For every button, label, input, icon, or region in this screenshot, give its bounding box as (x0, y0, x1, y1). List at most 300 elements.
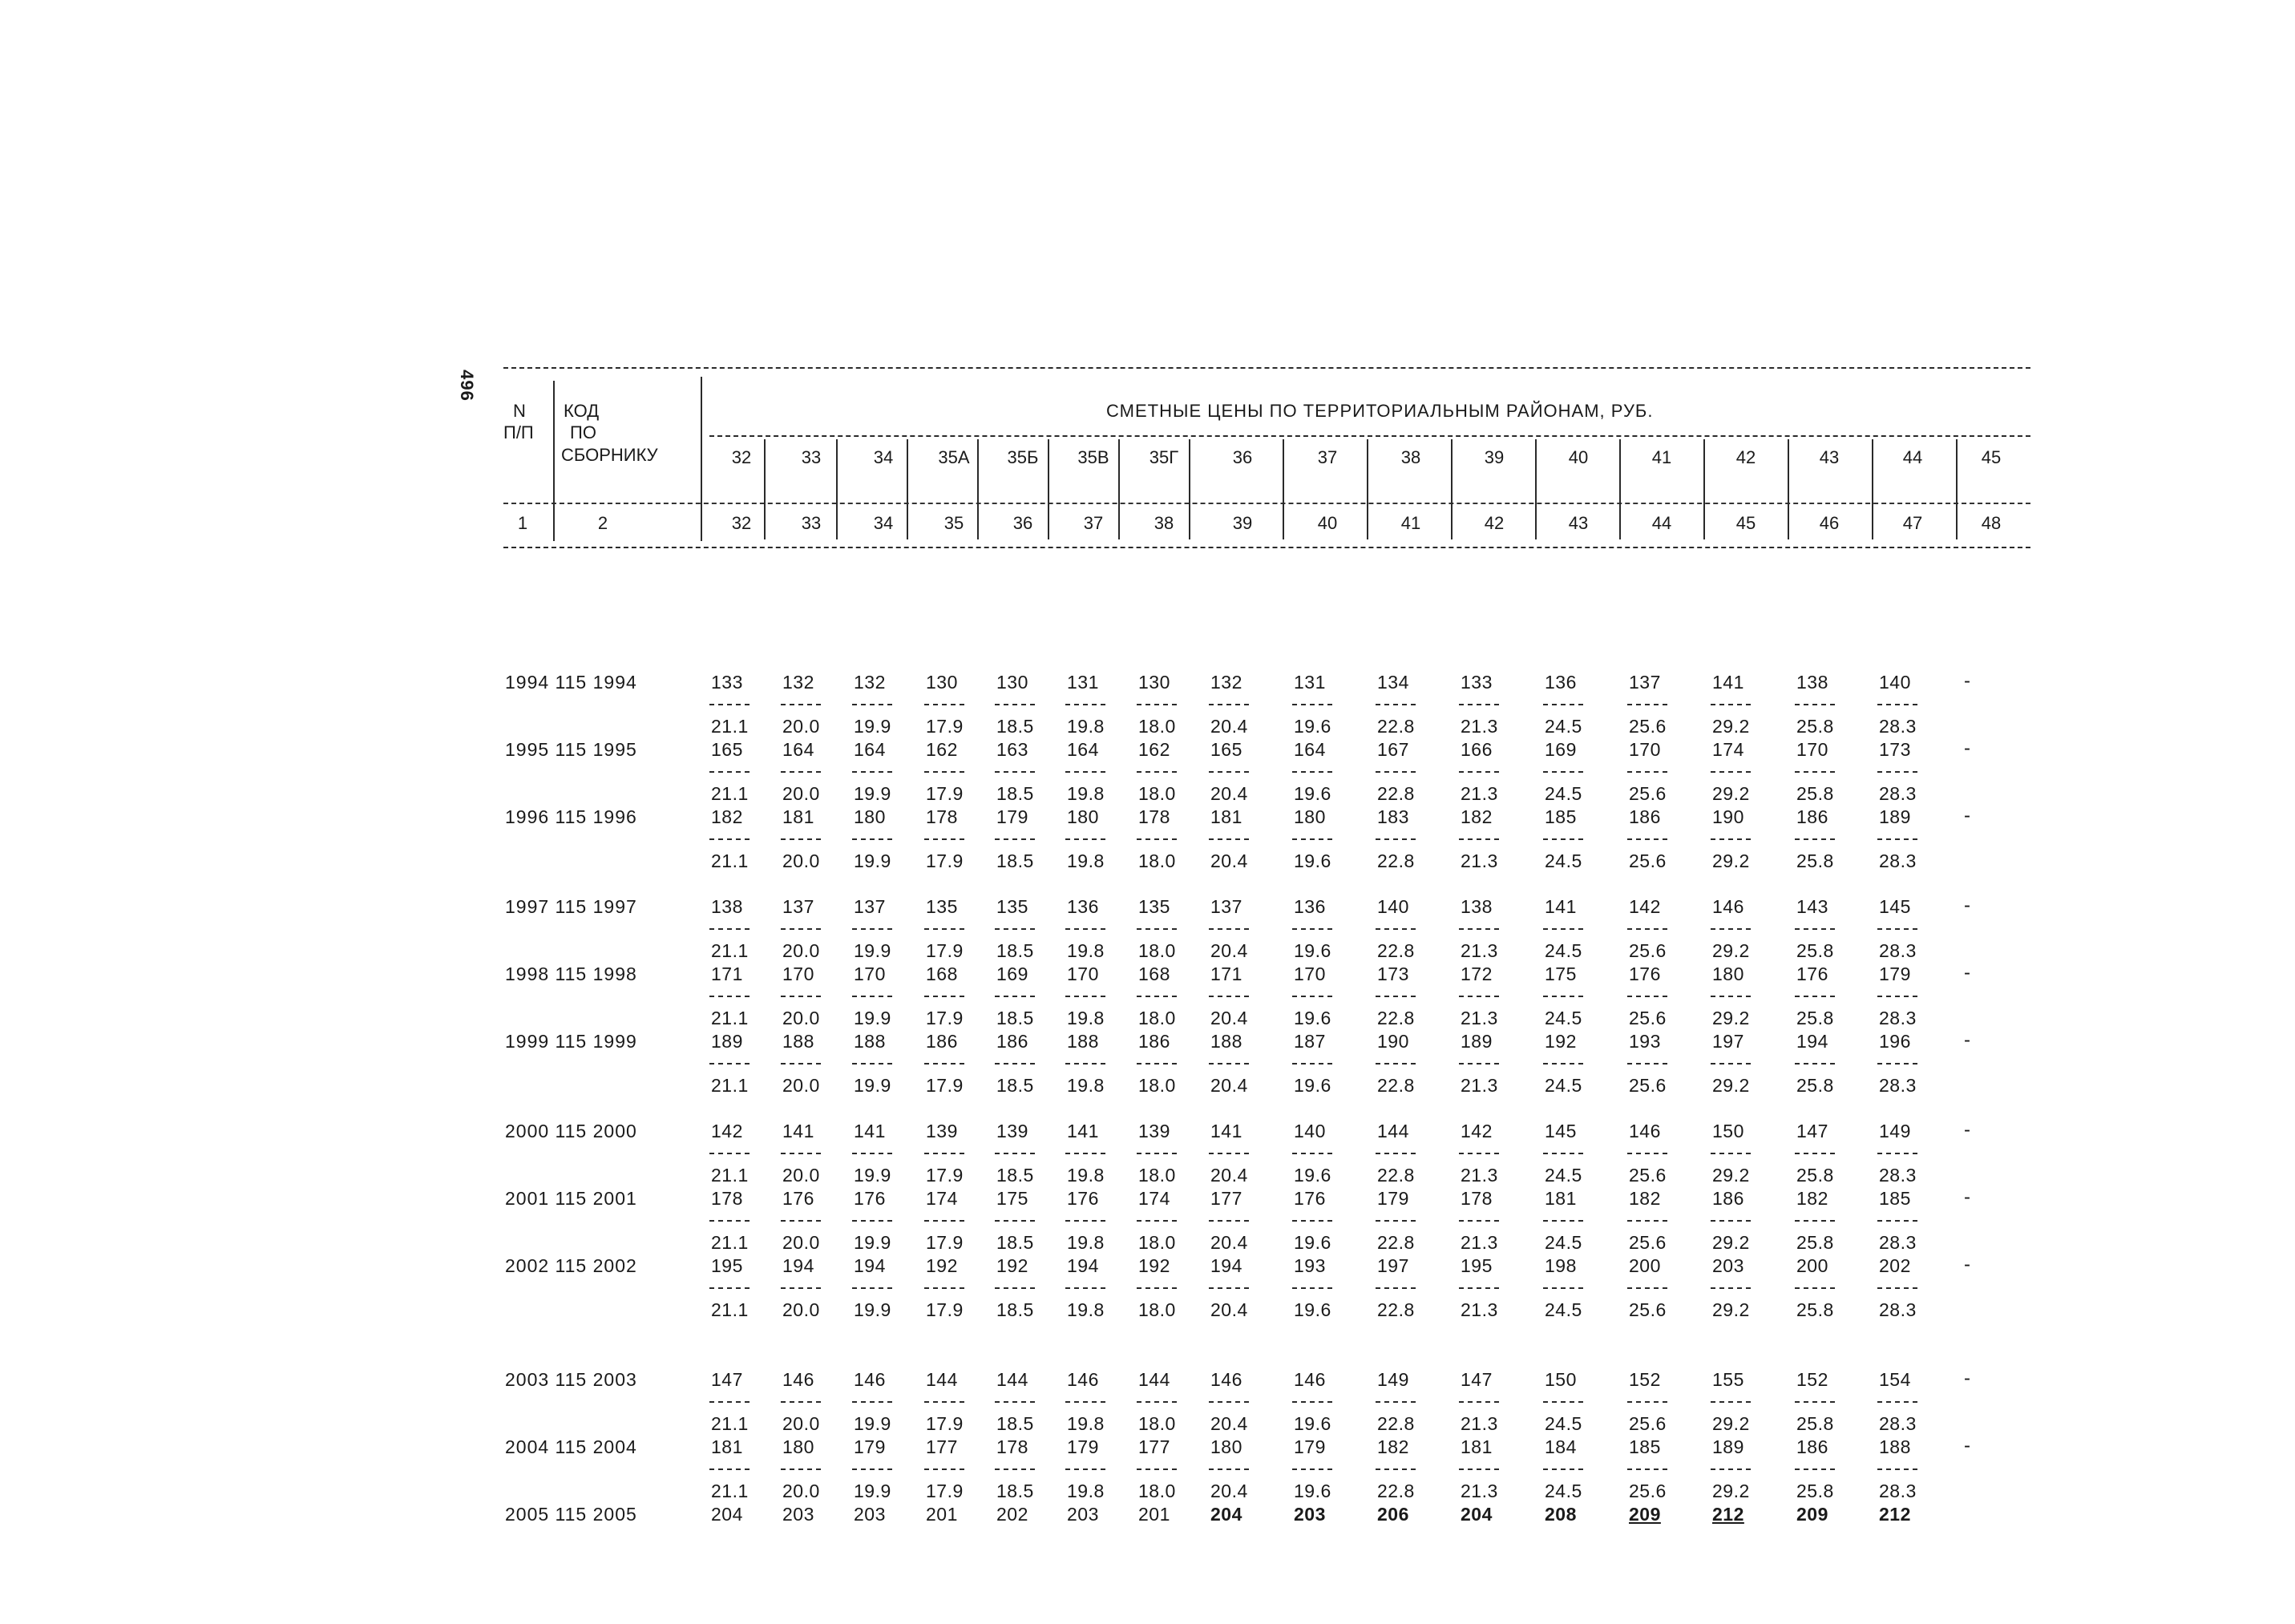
price-cell: 136 (1067, 896, 1099, 917)
fraction-dash (1627, 928, 1667, 930)
coefficient-cell: 19.6 (1294, 1413, 1331, 1434)
price-cell: 188 (782, 1031, 814, 1052)
price-cell: 176 (782, 1188, 814, 1209)
coefficient-cell: 17.9 (926, 1165, 964, 1186)
price-cell: 201 (926, 1504, 958, 1525)
coefficient-cell: 17.9 (926, 783, 964, 804)
coefficient-cell: 21.3 (1461, 716, 1498, 737)
coefficient-cell: 17.9 (926, 850, 964, 871)
coefficient-cell: 18.0 (1138, 1165, 1176, 1186)
fraction-dash (1543, 1063, 1583, 1064)
header-np-line2: П/П (503, 422, 534, 442)
fraction-dash (852, 996, 892, 997)
header-divider (1703, 439, 1705, 539)
price-cell: 209 (1796, 1504, 1828, 1525)
coefficient-cell: 25.8 (1796, 1165, 1834, 1186)
price-cell: 180 (1712, 963, 1744, 984)
fraction-dash (1877, 1063, 1917, 1064)
coefficient-cell: 21.1 (711, 1008, 749, 1028)
fraction-dash (1711, 771, 1751, 773)
price-cell: 131 (1067, 672, 1099, 693)
fraction-dash (852, 1220, 892, 1222)
header-code-line2: ПО (570, 422, 596, 442)
fraction-dash (1209, 996, 1249, 997)
price-cell: 165 (1210, 739, 1242, 760)
coefficient-cell: 19.9 (854, 716, 891, 737)
price-cell: 139 (996, 1121, 1028, 1141)
fraction-dash (1292, 1401, 1332, 1403)
coefficient-cell: 19.9 (854, 1075, 891, 1096)
fraction-dash (1376, 1220, 1416, 1222)
price-cell: 189 (1879, 806, 1911, 827)
fraction-dash (1877, 1220, 1917, 1222)
header-column-number: 48 (1981, 513, 2002, 533)
coefficient-cell: 20.4 (1210, 1481, 1248, 1501)
fraction-dash (1795, 996, 1835, 997)
fraction-dash (995, 1401, 1035, 1403)
coefficient-cell: 18.0 (1138, 716, 1176, 737)
row-code: 1999 115 1999 (505, 1031, 637, 1052)
price-cell: 179 (1067, 1436, 1099, 1457)
fraction-dash (1137, 771, 1177, 773)
price-cell: 195 (711, 1255, 743, 1276)
price-cell: 182 (1796, 1188, 1828, 1209)
header-divider (701, 377, 702, 541)
price-cell: 176 (1629, 963, 1661, 984)
price-cell: 181 (1210, 806, 1242, 827)
price-cell: 165 (711, 739, 743, 760)
price-cell: 194 (782, 1255, 814, 1276)
fraction-dash (1137, 1401, 1177, 1403)
coefficient-cell: 20.0 (782, 1413, 820, 1434)
fraction-dash (924, 1468, 964, 1470)
price-cell: 197 (1712, 1031, 1744, 1052)
fraction-dash (1065, 1287, 1105, 1289)
coefficient-cell: 21.3 (1461, 1413, 1498, 1434)
coefficient-cell: 20.4 (1210, 716, 1248, 737)
fraction-dash (852, 1153, 892, 1154)
price-cell: 179 (996, 806, 1028, 827)
coefficient-cell: 20.0 (782, 1165, 820, 1186)
coefficient-cell: 24.5 (1545, 716, 1582, 737)
fraction-dash (1376, 1287, 1416, 1289)
header-district-code: 41 (1651, 447, 1672, 467)
coefficient-cell: 19.6 (1294, 1008, 1331, 1028)
fraction-dash (1877, 838, 1917, 840)
header-column-number: 44 (1651, 513, 1672, 533)
price-cell: 203 (854, 1504, 886, 1525)
price-cell: 186 (1796, 1436, 1828, 1457)
price-cell: 200 (1629, 1255, 1661, 1276)
fraction-dash (995, 1287, 1035, 1289)
coefficient-cell: 18.0 (1138, 1008, 1176, 1028)
coefficient-cell: 20.4 (1210, 940, 1248, 961)
price-cell: 176 (854, 1188, 886, 1209)
fraction-dash (1459, 1220, 1499, 1222)
price-cell: 174 (1138, 1188, 1170, 1209)
empty-column-dash: - (1964, 1186, 1970, 1208)
fraction-dash (852, 1063, 892, 1064)
coefficient-cell: 20.4 (1210, 850, 1248, 871)
coefficient-cell: 29.2 (1712, 1008, 1750, 1028)
fraction-dash (1292, 928, 1332, 930)
coefficient-cell: 21.1 (711, 1165, 749, 1186)
fraction-dash (1627, 996, 1667, 997)
fraction-dash (1292, 771, 1332, 773)
price-cell: 179 (854, 1436, 886, 1457)
coefficient-cell: 18.0 (1138, 940, 1176, 961)
fraction-dash (1627, 1287, 1667, 1289)
coefficient-cell: 18.0 (1138, 1075, 1176, 1096)
coefficient-cell: 19.8 (1067, 1008, 1105, 1028)
coefficient-cell: 17.9 (926, 1232, 964, 1253)
coefficient-cell: 29.2 (1712, 1075, 1750, 1096)
header-divider (907, 439, 908, 539)
coefficient-cell: 19.9 (854, 940, 891, 961)
coefficient-cell: 21.1 (711, 716, 749, 737)
fraction-dash (1209, 1287, 1249, 1289)
empty-column-dash: - (1964, 805, 1970, 826)
coefficient-cell: 17.9 (926, 1413, 964, 1434)
header-divider (553, 381, 555, 541)
price-cell: 141 (1712, 672, 1744, 693)
coefficient-cell: 18.0 (1138, 783, 1176, 804)
coefficient-cell: 25.8 (1796, 1232, 1834, 1253)
header-district-code: 39 (1484, 447, 1505, 467)
price-cell: 190 (1712, 806, 1744, 827)
coefficient-cell: 29.2 (1712, 716, 1750, 737)
coefficient-cell: 18.5 (996, 850, 1034, 871)
price-cell: 142 (711, 1121, 743, 1141)
price-cell: 186 (1796, 806, 1828, 827)
fraction-dash (1292, 704, 1332, 705)
row-code: 1994 115 1994 (505, 672, 637, 693)
coefficient-cell: 29.2 (1712, 783, 1750, 804)
price-cell: 144 (996, 1369, 1028, 1390)
price-cell: 204 (711, 1504, 743, 1525)
price-cell: 139 (1138, 1121, 1170, 1141)
price-cell: 163 (996, 739, 1028, 760)
fraction-dash (781, 1220, 821, 1222)
fraction-dash (781, 928, 821, 930)
coefficient-cell: 19.6 (1294, 716, 1331, 737)
price-cell: 137 (1210, 896, 1242, 917)
fraction-dash (781, 1468, 821, 1470)
price-cell: 134 (1377, 672, 1409, 693)
price-cell: 169 (996, 963, 1028, 984)
fraction-dash (995, 1220, 1035, 1222)
price-cell: 212 (1712, 1504, 1744, 1525)
fraction-dash (1209, 704, 1249, 705)
price-cell: 176 (1067, 1188, 1099, 1209)
coefficient-cell: 19.6 (1294, 1165, 1331, 1186)
coefficient-cell: 28.3 (1879, 1075, 1917, 1096)
fraction-dash (781, 771, 821, 773)
coefficient-cell: 19.6 (1294, 1299, 1331, 1320)
coefficient-cell: 19.8 (1067, 716, 1105, 737)
price-cell: 178 (996, 1436, 1028, 1457)
coefficient-cell: 25.8 (1796, 1299, 1834, 1320)
price-cell: 209 (1629, 1504, 1661, 1525)
fraction-dash (1376, 771, 1416, 773)
coefficient-cell: 22.8 (1377, 850, 1415, 871)
price-cell: 136 (1545, 672, 1577, 693)
fraction-dash (1877, 1287, 1917, 1289)
row-code: 2001 115 2001 (505, 1188, 637, 1209)
coefficient-cell: 19.9 (854, 1299, 891, 1320)
price-cell: 162 (1138, 739, 1170, 760)
fraction-dash (1543, 1468, 1583, 1470)
fraction-dash (1543, 838, 1583, 840)
coefficient-cell: 28.3 (1879, 940, 1917, 961)
coefficient-cell: 21.3 (1461, 940, 1498, 961)
price-cell: 135 (926, 896, 958, 917)
fraction-dash (781, 1153, 821, 1154)
price-cell: 144 (1377, 1121, 1409, 1141)
price-cell: 192 (1138, 1255, 1170, 1276)
coefficient-cell: 25.6 (1629, 1481, 1667, 1501)
coefficient-cell: 24.5 (1545, 1413, 1582, 1434)
price-cell: 144 (926, 1369, 958, 1390)
fraction-dash (1877, 1401, 1917, 1403)
price-cell: 138 (1461, 896, 1493, 917)
fraction-dash (1711, 1220, 1751, 1222)
coefficient-cell: 21.3 (1461, 1075, 1498, 1096)
fraction-dash (1543, 1220, 1583, 1222)
fraction-dash (1065, 996, 1105, 997)
fraction-dash (1137, 1063, 1177, 1064)
price-cell: 182 (1629, 1188, 1661, 1209)
fraction-dash (709, 838, 750, 840)
fraction-dash (1137, 1153, 1177, 1154)
fraction-dash (1459, 928, 1499, 930)
price-cell: 194 (1067, 1255, 1099, 1276)
fraction-dash (709, 771, 750, 773)
header-district-code: 36 (1232, 447, 1253, 467)
coefficient-cell: 19.9 (854, 1413, 891, 1434)
fraction-dash (1627, 771, 1667, 773)
price-cell: 181 (1545, 1188, 1577, 1209)
fraction-dash (1627, 1153, 1667, 1154)
fraction-dash (1209, 1153, 1249, 1154)
fraction-dash (1137, 928, 1177, 930)
price-cell: 146 (1629, 1121, 1661, 1141)
price-cell: 177 (1138, 1436, 1170, 1457)
coefficient-cell: 25.6 (1629, 1299, 1667, 1320)
header-divider (1048, 439, 1049, 539)
price-cell: 195 (1461, 1255, 1493, 1276)
coefficient-cell: 24.5 (1545, 1165, 1582, 1186)
price-cell: 130 (996, 672, 1028, 693)
header-divider (764, 439, 766, 539)
fraction-dash (709, 1287, 750, 1289)
header-divider (1619, 439, 1621, 539)
fraction-dash (1376, 1063, 1416, 1064)
price-cell: 168 (1138, 963, 1170, 984)
header-column-number: 1 (517, 513, 528, 533)
coefficient-cell: 25.6 (1629, 1008, 1667, 1028)
price-cell: 149 (1377, 1369, 1409, 1390)
price-cell: 135 (1138, 896, 1170, 917)
price-cell: 193 (1629, 1031, 1661, 1052)
fraction-dash (924, 704, 964, 705)
coefficient-cell: 17.9 (926, 940, 964, 961)
fraction-dash (1543, 1153, 1583, 1154)
empty-column-dash: - (1964, 1254, 1970, 1275)
fraction-dash (852, 771, 892, 773)
coefficient-cell: 24.5 (1545, 783, 1582, 804)
price-cell: 178 (1461, 1188, 1493, 1209)
fraction-dash (1137, 996, 1177, 997)
price-cell: 179 (1879, 963, 1911, 984)
coefficient-cell: 19.6 (1294, 1075, 1331, 1096)
price-cell: 175 (1545, 963, 1577, 984)
fraction-dash (1209, 1468, 1249, 1470)
header-column-number: 38 (1154, 513, 1174, 533)
row-code: 1996 115 1996 (505, 806, 637, 827)
header-column-number: 35 (943, 513, 964, 533)
fraction-dash (1209, 1401, 1249, 1403)
price-cell: 193 (1294, 1255, 1326, 1276)
coefficient-cell: 17.9 (926, 716, 964, 737)
coefficient-cell: 21.1 (711, 940, 749, 961)
price-cell: 203 (782, 1504, 814, 1525)
fraction-dash (1711, 704, 1751, 705)
coefficient-cell: 17.9 (926, 1008, 964, 1028)
coefficient-cell: 25.8 (1796, 940, 1834, 961)
fraction-dash (1711, 1401, 1751, 1403)
price-cell: 171 (711, 963, 743, 984)
fraction-dash (1795, 1468, 1835, 1470)
price-cell: 183 (1377, 806, 1409, 827)
price-cell: 186 (1138, 1031, 1170, 1052)
price-cell: 132 (1210, 672, 1242, 693)
fraction-dash (1795, 838, 1835, 840)
coefficient-cell: 25.6 (1629, 1232, 1667, 1253)
coefficient-cell: 29.2 (1712, 1299, 1750, 1320)
price-cell: 143 (1796, 896, 1828, 917)
coefficient-cell: 19.8 (1067, 1481, 1105, 1501)
coefficient-cell: 18.5 (996, 716, 1034, 737)
coefficient-cell: 19.9 (854, 783, 891, 804)
fraction-dash (781, 838, 821, 840)
coefficient-cell: 18.0 (1138, 1232, 1176, 1253)
fraction-dash (995, 996, 1035, 997)
price-cell: 212 (1879, 1504, 1911, 1525)
coefficient-cell: 18.5 (996, 1008, 1034, 1028)
coefficient-cell: 20.0 (782, 1232, 820, 1253)
price-cell: 186 (926, 1031, 958, 1052)
price-cell: 173 (1879, 739, 1911, 760)
price-cell: 170 (854, 963, 886, 984)
fraction-dash (1877, 1153, 1917, 1154)
price-cell: 164 (1294, 739, 1326, 760)
price-cell: 202 (996, 1504, 1028, 1525)
fraction-dash (1376, 1153, 1416, 1154)
price-cell: 141 (782, 1121, 814, 1141)
fraction-dash (924, 1153, 964, 1154)
coefficient-cell: 28.3 (1879, 1008, 1917, 1028)
fraction-dash (1065, 771, 1105, 773)
price-cell: 189 (1461, 1031, 1493, 1052)
fraction-dash (1376, 996, 1416, 997)
price-cell: 175 (996, 1188, 1028, 1209)
header-column-number: 42 (1484, 513, 1505, 533)
header-district-code: 45 (1981, 447, 2002, 467)
coefficient-cell: 19.8 (1067, 1413, 1105, 1434)
coefficient-cell: 19.9 (854, 1165, 891, 1186)
fraction-dash (1795, 1401, 1835, 1403)
price-cell: 177 (1210, 1188, 1242, 1209)
price-cell: 167 (1377, 739, 1409, 760)
coefficient-cell: 19.8 (1067, 1075, 1105, 1096)
fraction-dash (1376, 928, 1416, 930)
price-cell: 202 (1879, 1255, 1911, 1276)
fraction-dash (1292, 1063, 1332, 1064)
price-cell: 181 (782, 806, 814, 827)
fraction-dash (1459, 771, 1499, 773)
price-cell: 144 (1138, 1369, 1170, 1390)
coefficient-cell: 25.6 (1629, 940, 1667, 961)
price-cell: 190 (1377, 1031, 1409, 1052)
coefficient-cell: 18.5 (996, 1232, 1034, 1253)
coefficient-cell: 21.1 (711, 1232, 749, 1253)
fraction-dash (1711, 996, 1751, 997)
coefficient-cell: 21.1 (711, 1075, 749, 1096)
coefficient-cell: 21.1 (711, 783, 749, 804)
fraction-dash (1795, 704, 1835, 705)
fraction-dash (1877, 928, 1917, 930)
price-cell: 180 (1067, 806, 1099, 827)
coefficient-cell: 19.9 (854, 1481, 891, 1501)
fraction-dash (1065, 1468, 1105, 1470)
header-column-number: 46 (1819, 513, 1840, 533)
fraction-dash (995, 838, 1035, 840)
price-cell: 164 (782, 739, 814, 760)
fraction-dash (1543, 1401, 1583, 1403)
coefficient-cell: 17.9 (926, 1481, 964, 1501)
header-district-code: 37 (1317, 447, 1338, 467)
price-cell: 133 (1461, 672, 1493, 693)
price-cell: 138 (711, 896, 743, 917)
price-cell: 147 (711, 1369, 743, 1390)
price-cell: 140 (1294, 1121, 1326, 1141)
coefficient-cell: 22.8 (1377, 1232, 1415, 1253)
header-column-number: 41 (1400, 513, 1421, 533)
price-cell: 146 (1210, 1369, 1242, 1390)
coefficient-cell: 19.8 (1067, 783, 1105, 804)
coefficient-cell: 17.9 (926, 1075, 964, 1096)
coefficient-cell: 25.6 (1629, 716, 1667, 737)
price-cell: 194 (1210, 1255, 1242, 1276)
price-cell: 208 (1545, 1504, 1577, 1525)
price-cell: 135 (996, 896, 1028, 917)
fraction-dash (1627, 1468, 1667, 1470)
coefficient-cell: 21.1 (711, 1481, 749, 1501)
fraction-dash (1877, 1468, 1917, 1470)
fraction-dash (1877, 704, 1917, 705)
empty-column-dash: - (1964, 895, 1970, 916)
coefficient-cell: 18.5 (996, 1075, 1034, 1096)
coefficient-cell: 19.8 (1067, 1299, 1105, 1320)
coefficient-cell: 24.5 (1545, 1481, 1582, 1501)
coefficient-cell: 25.8 (1796, 1413, 1834, 1434)
coefficient-cell: 25.8 (1796, 850, 1834, 871)
price-cell: 181 (711, 1436, 743, 1457)
coefficient-cell: 24.5 (1545, 1008, 1582, 1028)
header-divider (1283, 439, 1284, 539)
price-cell: 170 (1629, 739, 1661, 760)
